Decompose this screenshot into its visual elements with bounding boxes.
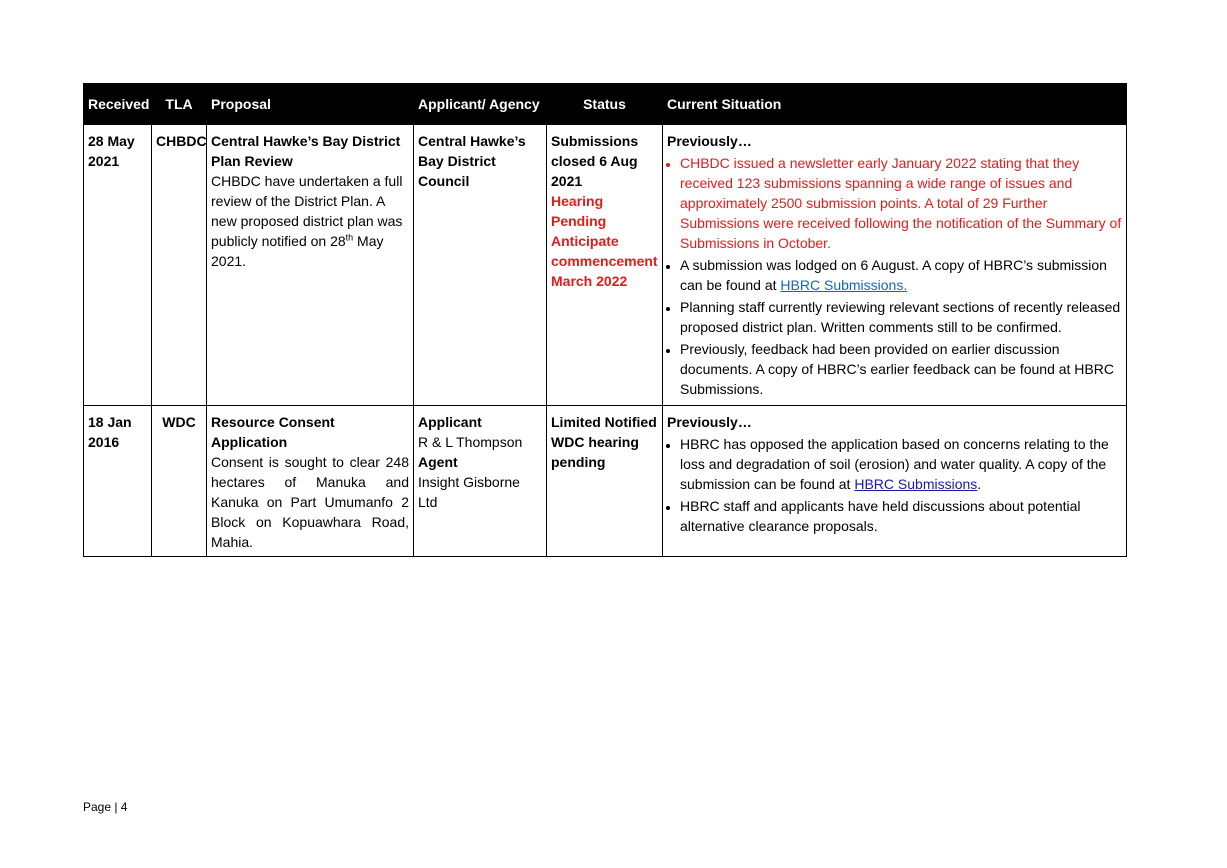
applicant-cell: Central Hawke’s Bay District Council <box>414 125 547 406</box>
page-number: Page | 4 <box>83 800 128 814</box>
proposal-title: Resource Consent Application <box>211 414 335 450</box>
list-item: • Previously, feedback had been provided on earlier discussion documents. A copy of HBRC’s earlier feedback can be found at HBRC Submissions. <box>680 339 1122 399</box>
list-item: • A submission was lodged on 6 August. A copy of HBRC’s submission can be found at HBRC Submissions. <box>680 255 1122 295</box>
col-header-proposal: Proposal <box>207 84 414 125</box>
col-header-situation: Current Situation <box>663 84 1127 125</box>
table-header-row <box>84 84 1127 125</box>
applicant-label: Applicant <box>418 414 482 430</box>
tla-cell: WDC <box>152 406 207 557</box>
received-cell: 28 May 2021 <box>84 125 152 406</box>
proposal-cell <box>207 125 414 406</box>
table-row <box>84 125 1127 406</box>
agent-label: Agent <box>418 454 458 470</box>
status-cell <box>547 406 663 557</box>
col-header-tla: TLA <box>152 84 207 125</box>
situation-heading: Previously… <box>667 133 752 149</box>
situation-cell <box>663 125 1127 406</box>
list-item: • HBRC has opposed the application based on concerns relating to the loss and degradation of soil (erosion) and water quality. A copy of the submission can be found at HBRC Submissions. <box>680 434 1122 494</box>
status-text-2: WDC hearing pending <box>551 434 639 470</box>
hbrc-submissions-link[interactable]: HBRC Submissions <box>854 476 978 492</box>
status-cell <box>547 125 663 406</box>
situation-list <box>667 153 1122 399</box>
list-item: • Planning staff currently reviewing relevant sections of recently released proposed district plan. Written comments still to be confirmed. <box>680 297 1122 337</box>
tla-cell: CHBDC <box>152 125 207 406</box>
situation-list <box>667 434 1122 536</box>
proposal-body: CHBDC have undertaken a full review of the District Plan. A new proposed district plan was publicly notified on 28th May 2021. <box>211 173 403 269</box>
status-text: Submissions closed 6 Aug 2021 <box>551 133 639 189</box>
proposal-title: Central Hawke’s Bay District Plan Review <box>211 133 401 169</box>
status-red-text: Hearing Pending Anticipate commencement March 2022 <box>551 193 658 289</box>
table-row <box>84 406 1127 557</box>
list-item: • CHBDC issued a newsletter early January 2022 stating that they received 123 submissions spanning a wide range of issues and approximately 2500 submission points. A total of 29 Further Submissions were received following the notification of the Summary of Submissions in October. <box>680 153 1122 253</box>
consent-table <box>83 83 1127 557</box>
col-header-applicant: Applicant/ Agency <box>414 84 547 125</box>
status-text: Limited Notified <box>551 414 657 430</box>
hbrc-submissions-link[interactable]: HBRC Submissions. <box>780 277 908 293</box>
received-cell: 18 Jan 2016 <box>84 406 152 557</box>
applicant-value: R & L Thompson <box>418 434 523 450</box>
col-header-received: Received <box>84 84 152 125</box>
situation-cell <box>663 406 1127 557</box>
list-item: • HBRC staff and applicants have held discussions about potential alternative clearance proposals. <box>680 496 1122 536</box>
applicant-cell <box>414 406 547 557</box>
proposal-cell <box>207 406 414 557</box>
col-header-status: Status <box>547 84 663 125</box>
agent-value: Insight Gisborne Ltd <box>418 474 520 510</box>
proposal-body: Consent is sought to clear 248 hectares of Manuka and Kanuka on Part Umumanfo 2 Block on Kopuawhara Road, Mahia. <box>211 454 409 550</box>
situation-heading: Previously… <box>667 414 752 430</box>
